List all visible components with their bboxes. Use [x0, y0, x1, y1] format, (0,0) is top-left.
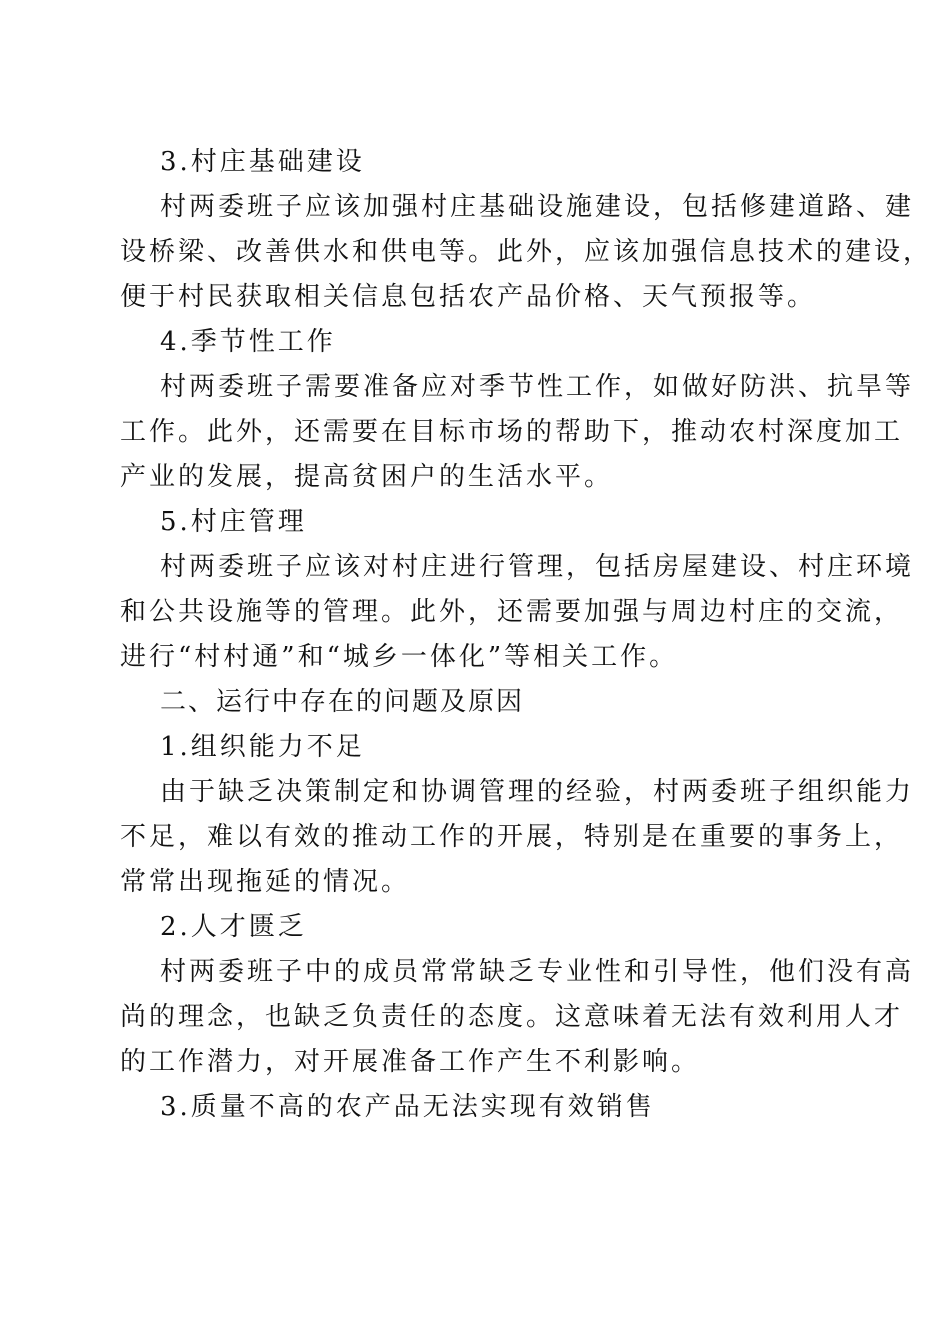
paragraph-line: 村两委班子中的成员常常缺乏专业性和引导性，他们没有高 — [160, 957, 915, 987]
paragraph-village-management — [120, 545, 915, 680]
paragraph-talent — [120, 950, 915, 1085]
paragraph-line: 产业的发展，提高贫困户的生活水平。 — [120, 462, 614, 492]
paragraph-seasonal-work — [120, 365, 915, 500]
problem-heading-organization: 1.组织能力不足 — [160, 732, 365, 762]
paragraph-line: 尚的理念，也缺乏负责任的态度。这意味着无法有效利用人才 — [120, 1002, 904, 1032]
paragraph-line: 不足，难以有效的推动工作的开展，特别是在重要的事务上， — [120, 822, 904, 852]
paragraph-line: 进行“村村通”和“城乡一体化”等相关工作。 — [120, 642, 679, 672]
paragraph-line: 工作。此外，还需要在目标市场的帮助下，推动农村深度加工 — [120, 417, 904, 447]
paragraph-line: 设桥梁、改善供水和供电等。此外，应该加强信息技术的建设， — [120, 237, 933, 267]
paragraph-line: 村两委班子需要准备应对季节性工作，如做好防洪、抗旱等 — [160, 372, 915, 402]
problem-heading-talent: 2.人才匮乏 — [160, 912, 307, 942]
paragraph-line: 常常出现拖延的情况。 — [120, 867, 411, 897]
problem-heading-product-sales: 3.质量不高的农产品无法实现有效销售 — [160, 1092, 655, 1122]
paragraph-line: 和公共设施等的管理。此外，还需要加强与周边村庄的交流， — [120, 597, 904, 627]
paragraph-line: 便于村民获取相关信息包括农产品价格、天气预报等。 — [120, 282, 817, 312]
section-heading-seasonal-work: 4.季节性工作 — [160, 327, 336, 357]
document-body — [120, 140, 933, 1130]
paragraph-line: 村两委班子应该加强村庄基础设施建设，包括修建道路、建 — [160, 192, 915, 222]
section-heading-infrastructure: 3.村庄基础建设 — [160, 147, 365, 177]
section-heading-village-management: 5.村庄管理 — [160, 507, 307, 537]
paragraph-line: 由于缺乏决策制定和协调管理的经验，村两委班子组织能力 — [160, 777, 915, 807]
paragraph-line: 的工作潜力，对开展准备工作产生不利影响。 — [120, 1047, 701, 1077]
paragraph-infrastructure — [120, 185, 933, 320]
paragraph-organization — [120, 770, 915, 905]
paragraph-line: 村两委班子应该对村庄进行管理，包括房屋建设、村庄环境 — [160, 552, 915, 582]
major-heading-problems: 二、运行中存在的问题及原因 — [160, 687, 525, 717]
